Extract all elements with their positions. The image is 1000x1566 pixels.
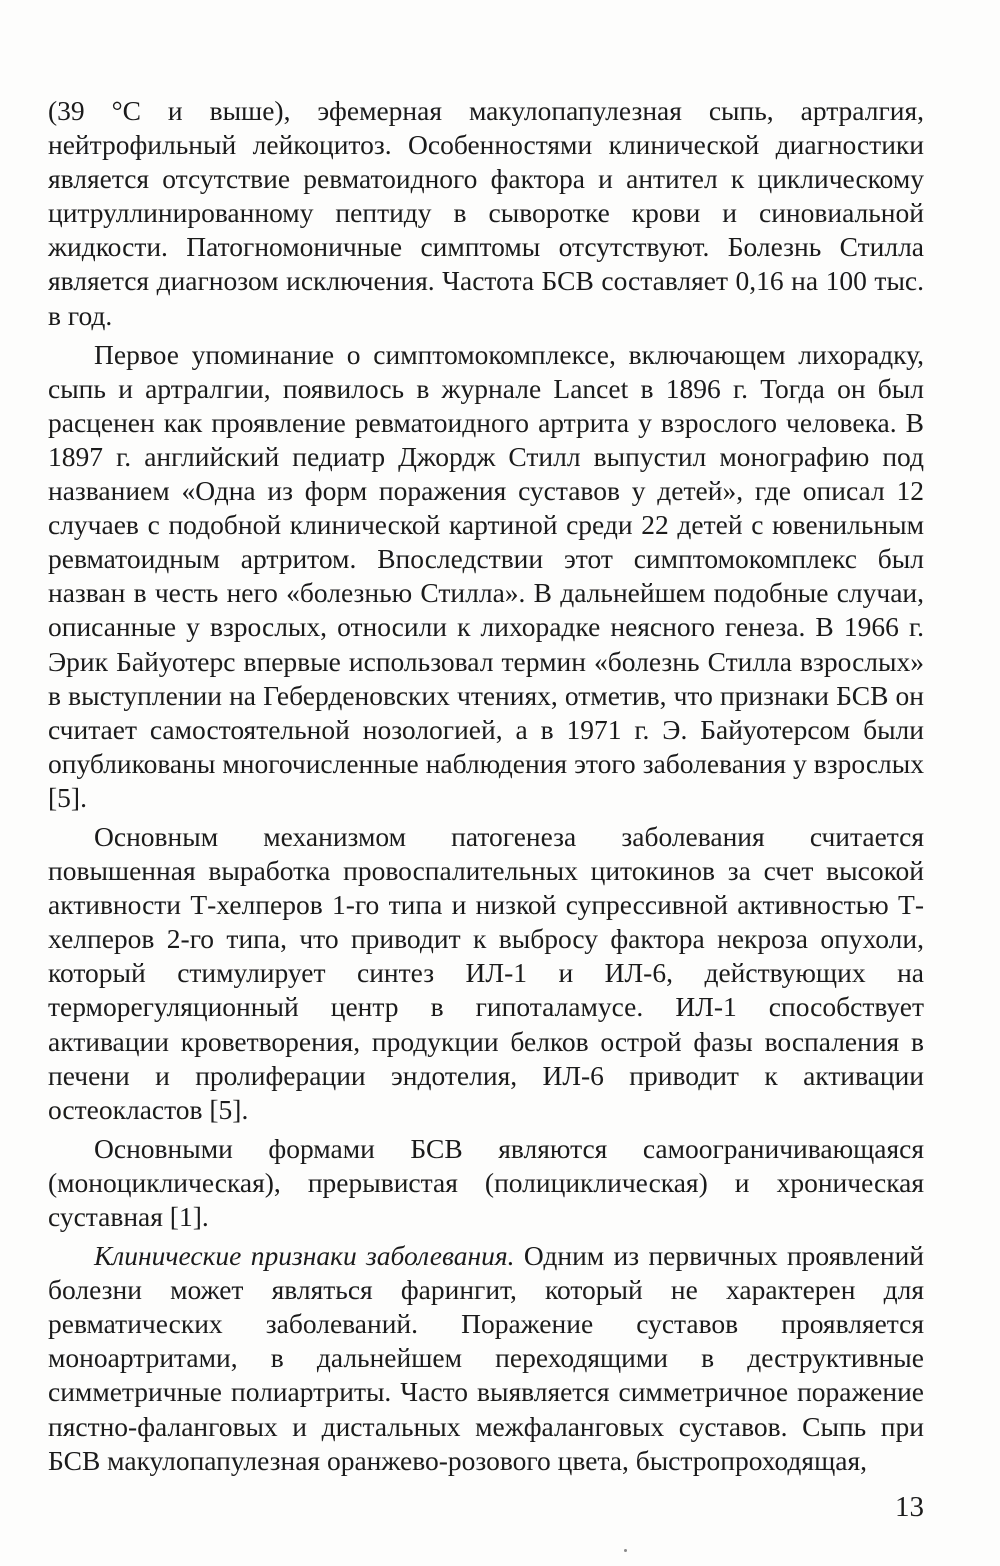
body-text — [48, 94, 924, 1483]
paragraph-intro — [48, 94, 924, 333]
clinical-signs-heading: Клинические признаки заболевания. — [94, 1240, 515, 1272]
paragraph-intro-text: (39 °C и выше), эфемерная макулопапулезная сыпь, артралгия, нейтрофильный лейкоцитоз. Особенностями клинической диагностики является отсутствие ревматоидного фактора и антител к циклическому цитруллинированному пептиду в сыворотке крови и синовиальной жидкости. Патогномоничные симптомы отсутствуют. Болезнь Стилла является диагнозом исключения. Частота БСВ составляет 0,16 на 100 тыс. в год. — [48, 95, 924, 331]
paragraph-forms-text: Основными формами БСВ являются самоограничивающаяся (моноциклическая), прерывистая (полициклическая) и хроническая суставная [1]. — [48, 1132, 924, 1232]
paragraph-forms — [48, 1132, 924, 1234]
paragraph-clinical-signs-text: Одним из первичных проявлений болезни может являться фарингит, который не характерен для ревматических заболеваний. Поражение суставов проявляется моноартритами, в дальнейшем переходящими в деструктивные симметричные полиартриты. Часто выявляется симметричное поражение пястно-фаланговых и дистальных межфаланговых суставов. Сыпь при БСВ макулопапулезная оранжево-розового цвета, быстропроходящая, — [48, 1240, 924, 1476]
scan-speck — [624, 1549, 627, 1552]
paragraph-pathogenesis-text: Основным механизмом патогенеза заболевания считается повышенная выработка провоспалительных цитокинов за счет высокой активности Т-хелперов 1-го типа и низкой супрессивной активностью Т-хелперов 2-го типа, что приводит к выбросу фактора некроза опухоли, который стимулирует синтез ИЛ-1 и ИЛ-6, действующих на терморегуляционный центр в гипоталамусе. ИЛ-1 способствует активации кроветворения, продукции белков острой фазы воспаления в печени и пролиферации эндотелия, ИЛ-6 приводит к активации остеокластов [5]. — [48, 820, 924, 1125]
paragraph-clinical-signs — [48, 1239, 924, 1478]
page-number: 13 — [895, 1491, 924, 1523]
paragraph-history-text: Первое упоминание о симптомокомплексе, включающем лихорадку, сыпь и артралгии, появилось в журнале Lancet в 1896 г. Тогда он был расценен как проявление ревматоидного артрита у взрослого человека. В 1897 г. английский педиатр Джордж Стилл выпустил монографию под названием «Одна из форм поражения суставов у детей», где описал 12 случаев с подобной клинической картиной среди 22 детей с ювенильным ревматоидным артритом. Впоследствии этот симптомокомплекс был назван в честь него «болезнью Стилла». В дальнейшем подобные случаи, описанные у взрослых, относили к лихорадке неясного генеза. В 1966 г. Эрик Байуотерс впервые использовал термин «болезнь Стилла взрослых» в выступлении на Гебердeновских чтениях, отметив, что признаки БСВ он считает самостоятельной нозологией, а в 1971 г. Э. Байуотерсом были опубликованы многочисленные наблюдения этого заболевания у взрослых [5]. — [48, 338, 924, 813]
paragraph-pathogenesis — [48, 820, 924, 1127]
paragraph-history — [48, 338, 924, 815]
